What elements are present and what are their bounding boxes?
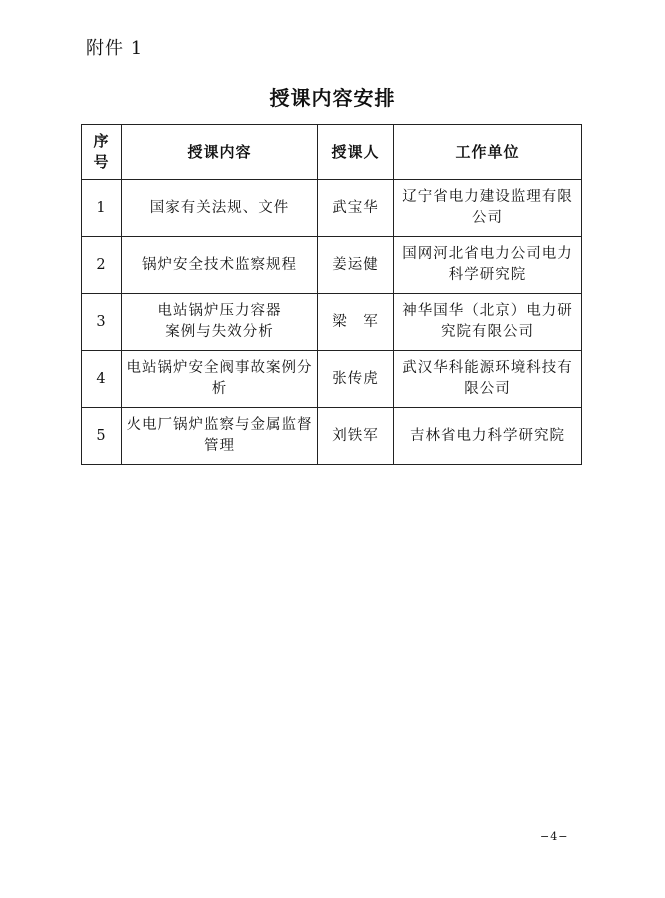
row-content: 电站锅炉压力容器案例与失效分析	[122, 294, 318, 351]
row-organization: 辽宁省电力建设监理有限公司	[394, 180, 582, 237]
row-organization: 武汉华科能源环境科技有限公司	[394, 351, 582, 408]
row-lecturer: 武宝华	[318, 180, 394, 237]
row-content: 电站锅炉安全阀事故案例分析	[122, 351, 318, 408]
row-content: 锅炉安全技术监察规程	[122, 237, 318, 294]
header-content: 授课内容	[122, 125, 318, 180]
row-index: 2	[82, 237, 122, 294]
table-header-row	[82, 125, 582, 180]
course-schedule-table	[81, 124, 582, 465]
row-lecturer: 姜运健	[318, 237, 394, 294]
row-lecturer: 梁 军	[318, 294, 394, 351]
row-content: 火电厂锅炉监察与金属监督管理	[122, 408, 318, 465]
table-row	[82, 408, 582, 465]
row-index: 5	[82, 408, 122, 465]
page-number: −4−	[540, 830, 569, 843]
header-organization: 工作单位	[394, 125, 582, 180]
row-index: 1	[82, 180, 122, 237]
attachment-label: 附件 1	[86, 38, 144, 59]
row-content: 国家有关法规、文件	[122, 180, 318, 237]
header-lecturer: 授课人	[318, 125, 394, 180]
row-organization: 吉林省电力科学研究院	[394, 408, 582, 465]
row-index: 3	[82, 294, 122, 351]
header-index: 序号	[82, 125, 122, 180]
row-lecturer: 张传虎	[318, 351, 394, 408]
row-organization: 国网河北省电力公司电力科学研究院	[394, 237, 582, 294]
table-row	[82, 294, 582, 351]
table-row	[82, 180, 582, 237]
table-row	[82, 237, 582, 294]
row-index: 4	[82, 351, 122, 408]
page-title: 授课内容安排	[269, 86, 396, 110]
row-lecturer: 刘铁军	[318, 408, 394, 465]
table-row	[82, 351, 582, 408]
row-organization: 神华国华（北京）电力研究院有限公司	[394, 294, 582, 351]
